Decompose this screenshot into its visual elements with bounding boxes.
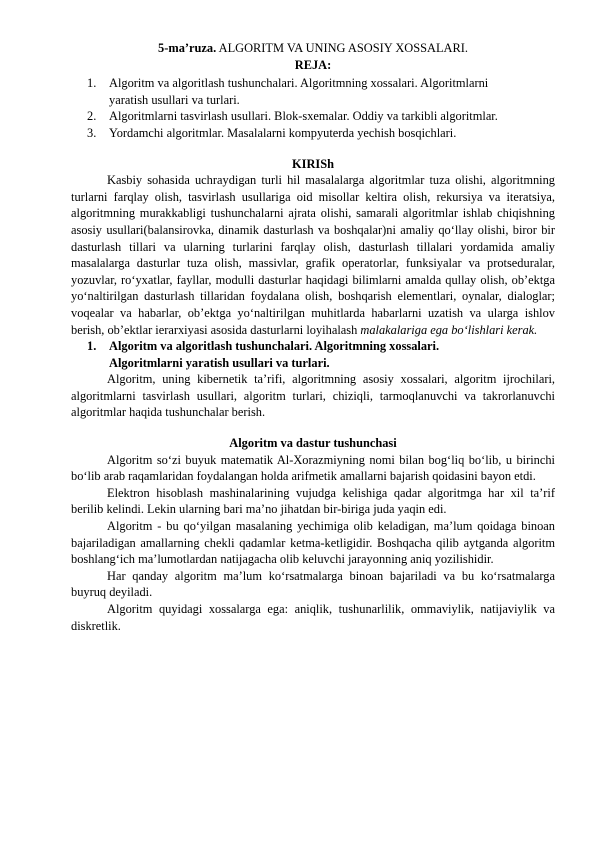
body-paragraph: Algoritm quyidagi xossalarga ega: aniqlik, tushunarlilik, ommaviylik, natijaviylik va diskretlik. [71, 602, 555, 633]
plan-item-number: 1. [87, 76, 97, 91]
subsection-heading: Algoritm va dastur tushunchasi [229, 436, 397, 451]
plan-item-text: Algoritm va algoritlash tushunchalari. Algoritmning xossalari. Algoritmlarni yaratish usullari va turlari. [109, 76, 489, 107]
section-title-line1: Algoritm va algoritlash tushunchalari. Algoritmning xossalari. [109, 339, 440, 354]
intro-text: Kasbiy sohasida uchraydigan turli hil masalalarga algoritmlar tuza olishi, algoritmning turlarni farqlay olish, tasvirlash usullariga oid misollar keltira olish, rekursiya va iteratsiya, algoritmning murakkabligi tushunchalarni ajrata olishi, samarali algoritmlar ishlab chiqishning asosiy usullari(balansirovka, dinamik dasturlash va boshqalar)ni amaliy qo‘llay olishi, biror bir dasturlash tillari va ularning turlarini farqlay olish, dasturlash tillalari yordamida amaliy masalalarga dasturlar tuza olish, massivlar, grafik operatorlar, funksiyalar va protseduralar, yozuvlar, ro‘yxatlar, fayllar, modulli dasturlar haqidagi bilimlarni amalda qullay olish, ob’ektga yo‘naltirilgan dasturlash tillaridan foydalana olish, boshqarish elementlari, oynalar, dialoglar; voqealar va habarlar, ob’ektga yo‘naltirilgan muhitlarda habarlarni uzatish va ularga ishlov berish, ob’ektlar ierarxiyasi asosida dasturlarni loyihalash [71, 173, 555, 337]
plan-item-number: 2. [87, 109, 97, 124]
plan-item [71, 75, 555, 108]
plan-label: REJA: [294, 57, 332, 72]
lecture-number: 5-ma’ruza. [158, 41, 217, 55]
plan-item [71, 125, 555, 142]
section-heading [71, 338, 555, 355]
plan-item-number: 3. [87, 125, 97, 140]
section-title-line2: Algoritmlarni yaratish usullari va turlari. [109, 355, 330, 370]
section-heading-cont [71, 355, 555, 372]
plan-list [71, 75, 555, 141]
plan-item [71, 108, 555, 125]
intro-text-italic: malakalariga ega bo‘lishlari kerak. [360, 322, 538, 337]
body-paragraph: Har qanday algoritm ma’lum ko‘rsatmalarga binoan bajariladi va bu ko‘rsatmalarga buyruq deyiladi. [71, 568, 555, 600]
section-number: 1. [87, 339, 97, 354]
plan-item-text: Yordamchi algoritmlar. Masalalarni kompyuterda yechish bosqichlari. [109, 125, 457, 140]
lecture-title [71, 40, 555, 57]
plan-item-text: Algoritmlarni tasvirlash usullari. Blok-sxemalar. Oddiy va tarkibli algoritmlar. [109, 109, 498, 124]
document-page [71, 40, 555, 634]
section-paragraph: Algoritm, uning kibernetik ta’rifi, algoritmning asosiy xossalari, algoritm ijrochilari, algoritmlarni tasvirlash usullari, algoritm turlari, chiziqli, tarmoqlanuvchi va takrorlanuvchi algoritmlar haqida tushunchalar berish. [71, 372, 555, 420]
intro-heading: KIRISh [291, 156, 334, 171]
body-paragraph: Algoritm so‘zi buyuk matematik Al-Xorazmiyning nomi bilan bog‘liq bo‘lib, u birinchi bo‘lib arab raqamlaridan foydalangan holda arifmetik amallarni bajarish qoidasini bayon etdi. [71, 452, 555, 484]
body-paragraph: Elektron hisoblash mashinalarining vujudga kelishiga qadar algoritmga har xil ta’rif berilib kelindi. Lekin ularning bari ma’no jihatdan bir-biriga juda yaqin edi. [71, 485, 555, 517]
lecture-topic: ALGORITM VA UNING ASOSIY XOSSALARI. [216, 41, 468, 55]
intro-paragraph [71, 172, 555, 338]
body-paragraph: Algoritm - bu qo‘yilgan masalaning yechimiga olib keladigan, ma’lum qoidaga binoan bajariladigan amallarning chekli qadamlar ketma-ketligidir. Boshqacha qilib aytganda algoritm boshlang‘ich ma’lumotlardan natijagacha olib keluvchi jarayonning aniq yozilishidir. [71, 519, 555, 567]
